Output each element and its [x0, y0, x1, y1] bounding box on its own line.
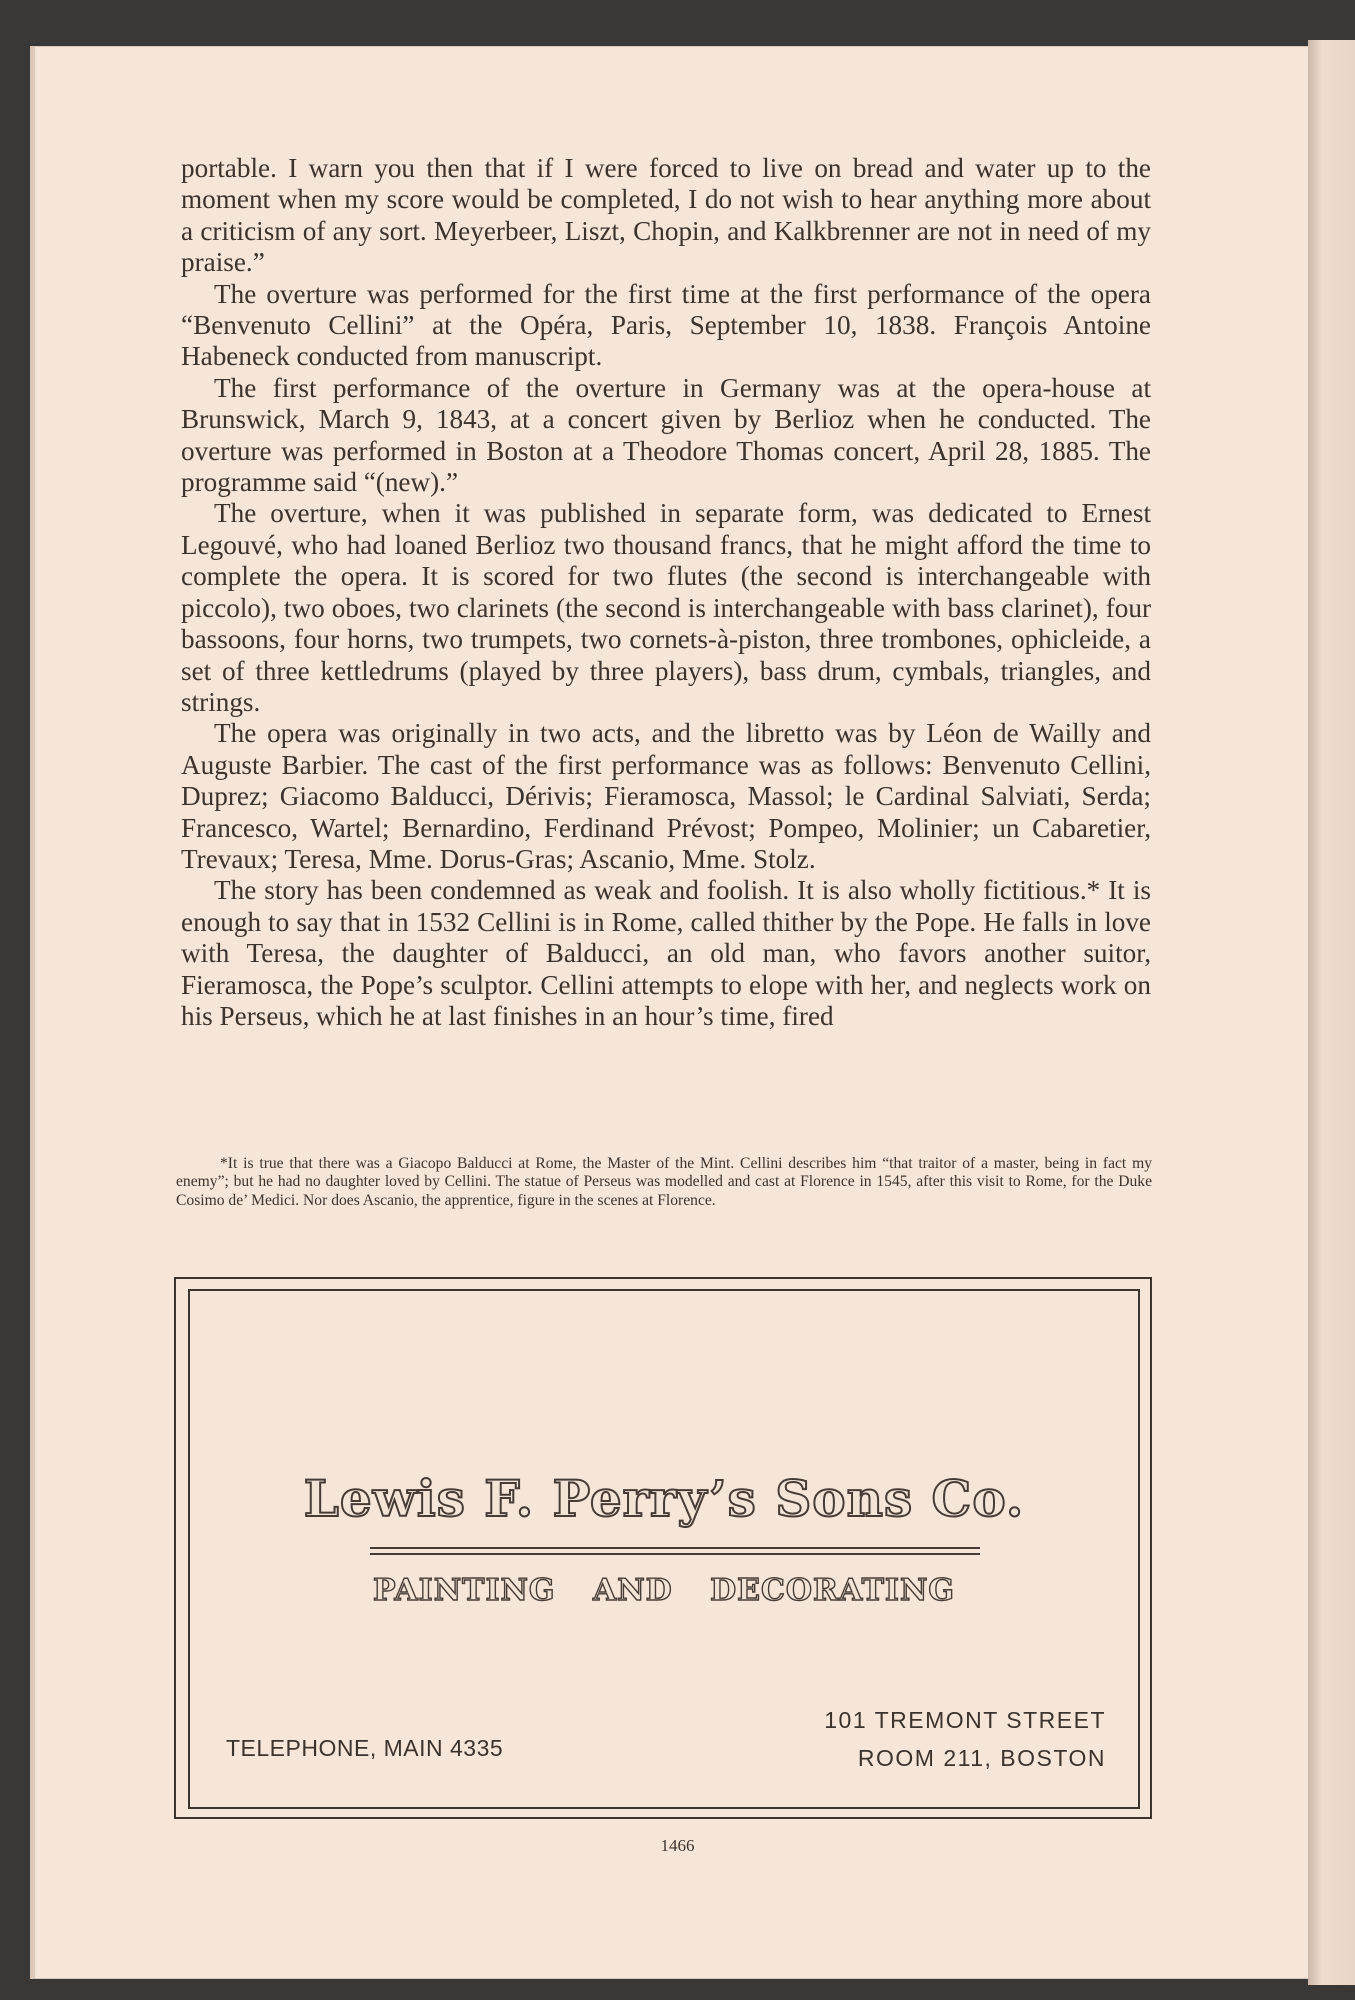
ad-company-name: Lewis F. Perry’s Sons Co. — [303, 1469, 1025, 1528]
ad-service: PAINTING AND DECORATING — [373, 1573, 955, 1608]
ad-telephone: TELEPHONE, MAIN 4335 — [226, 1735, 504, 1761]
footnote — [176, 1155, 1152, 1210]
paragraph: The first performance of the overture in Germany was at the opera-house at Brunswick, March 9, 1843, at a concert given by Berlioz when he conducted. The overture was performed in Boston at a Theodore Thomas concert, April 28, 1885. The programme said “(new).” — [181, 372, 1151, 498]
facing-page-edge — [1308, 40, 1355, 1985]
ad-divider — [370, 1547, 980, 1549]
ad-address-line: 101 TREMONT STREET — [824, 1707, 1106, 1733]
ad-divider — [370, 1553, 980, 1555]
advertisement-inner-border — [188, 1289, 1140, 1809]
body-text — [181, 153, 1151, 1032]
ad-address — [824, 1701, 1106, 1777]
paragraph: The story has been condemned as weak and foolish. It is also wholly fictitious.* It is enough to say that in 1532 Cellini is in Rome, called thither by the Pope. He falls in love with Teresa, the daughter of Balducci, an old man, who favors another suitor, Fieramosca, the Pope’s sculptor. Cellini attempts to elope with her, and neglects work on his Perseus, which he at last finishes in an hour’s time, fired — [181, 875, 1151, 1031]
advertisement — [174, 1277, 1152, 1819]
paragraph: portable. I warn you then that if I were forced to live on bread and water up to the moment when my score would be completed, I do not wish to hear anything more about a criticism of any sort. Meyerbeer, Liszt, Chopin, and Kalkbrenner are not in need of my praise.” — [181, 153, 1151, 278]
ad-address-line: ROOM 211, BOSTON — [857, 1745, 1106, 1771]
paragraph: The overture was performed for the first time at the first performance of the opera “Benvenuto Cellini” at the Opéra, Paris, September 10, 1838. François Antoine Habeneck conducted from manuscript. — [181, 278, 1151, 372]
paragraph: The opera was originally in two acts, and the libretto was by Léon de Wailly and Auguste Barbier. The cast of the first performance was as follows: Benvenuto Cellini, Duprez; Giacomo Balducci, Dérivis; Fieramosca, Massol; le Cardinal Salviati, Serda; Francesco, Wartel; Bernardino, Ferdinand Prévost; Pompeo, Molinier; un Cabaretier, Trevaux; Teresa, Mme. Dorus-Gras; Ascanio, Mme. Stolz. — [181, 718, 1151, 874]
page-number: 1466 — [660, 1836, 695, 1855]
paragraph: The overture, when it was published in separate form, was dedicated to Ernest Legouvé, who had loaned Berlioz two thousand francs, that he might afford the time to complete the opera. It is scored for two flutes (the second is interchangeable with piccolo), two oboes, two clarinets (the second is interchangeable with bass clarinet), four bassoons, four horns, two trumpets, two cornets-à-piston, three trombones, ophicleide, a set of three kettledrums (played by three players), bass drum, cymbals, triangles, and strings. — [181, 498, 1151, 717]
footnote-text: *It is true that there was a Giacopo Balducci at Rome, the Master of the Mint. Cellini describes him “that traitor of a master, being in fact my enemy”; but he had no daughter loved by Cellini. The statue of Perseus was modelled and cast at Florence in 1545, after this visit to Rome, for the Duke Cosimo de’ Medici. Nor does Ascanio, the apprentice, figure in the scenes at Florence. — [176, 1155, 1152, 1209]
